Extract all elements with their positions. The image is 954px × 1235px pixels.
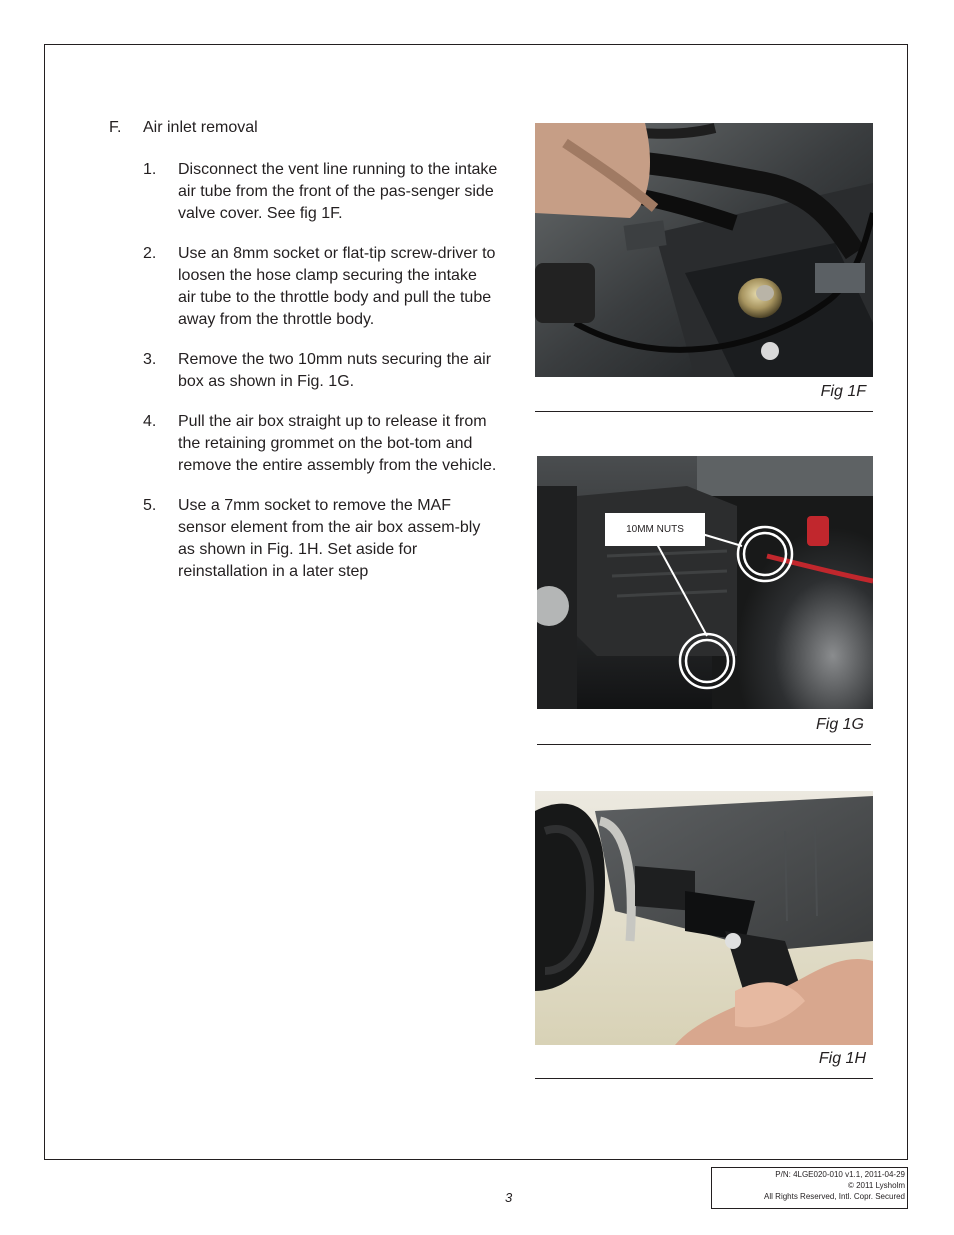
step-text: Pull the air box straight up to release it from the retaining grommet on the bot-tom and remove the entire assembly from the vehicle.: [178, 413, 497, 474]
footer-rights: All Rights Reserved, Intl. Copr. Secured: [764, 1192, 905, 1201]
figure-1h-caption: Fig 1H: [818, 1050, 866, 1067]
step-number: 4.: [143, 413, 157, 430]
section-letter: F.: [109, 119, 122, 136]
callout-label: 10MM NUTS: [605, 513, 705, 546]
figure-1g-caption: Fig 1G: [815, 716, 864, 733]
step-text: Use a 7mm socket to remove the MAF sensor element from the air box assem-bly as shown in Fig. 1H. Set aside for reinstallation in a later step: [178, 497, 481, 580]
section-title: Air inlet removal: [143, 119, 258, 136]
footer-info-box: [711, 1167, 908, 1209]
step-number: 2.: [143, 245, 157, 262]
step-number: 3.: [143, 351, 157, 368]
figure-1g-photo: [537, 456, 873, 709]
figure-1f-rule: [535, 411, 873, 412]
footer-copyright: © 2011 Lysholm: [847, 1181, 905, 1190]
step-number: 1.: [143, 161, 157, 178]
step-text: Remove the two 10mm nuts securing the air box as shown in Fig. 1G.: [178, 351, 492, 390]
step-item: [143, 495, 498, 583]
step-number: 5.: [143, 497, 157, 514]
figure-1f-caption: Fig 1F: [820, 383, 866, 400]
page-number: 3: [505, 1190, 513, 1205]
figure-1g-rule: [537, 744, 871, 745]
figure-1h-photo: [535, 791, 873, 1045]
step-item: [143, 349, 498, 393]
step-item: [143, 411, 498, 477]
figure-1f-photo: [535, 123, 873, 377]
step-item: [143, 159, 498, 225]
figure-1h-rule: [535, 1078, 873, 1079]
instruction-steps: [143, 159, 498, 601]
step-item: [143, 243, 498, 331]
step-text: Disconnect the vent line running to the intake air tube from the front of the pas-senger side valve cover. See fig 1F.: [178, 161, 498, 222]
step-text: Use an 8mm socket or flat-tip screw-driver to loosen the hose clamp securing the intake air tube to the throttle body and pull the tube away from the throttle body.: [178, 245, 496, 328]
section-heading: [109, 119, 258, 137]
footer-part-number: P/N: 4LGE020-010 v1.1, 2011-04-29: [775, 1170, 905, 1179]
